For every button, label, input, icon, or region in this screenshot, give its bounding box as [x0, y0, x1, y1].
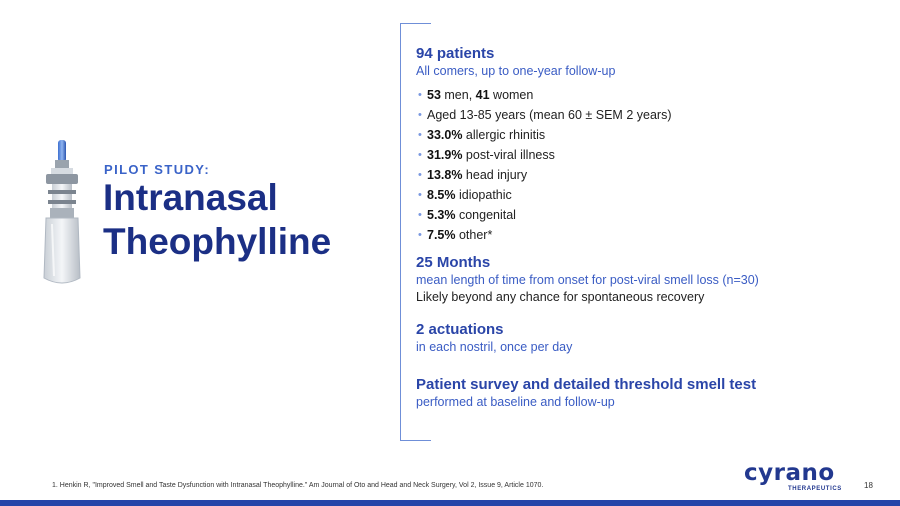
months-subheading: mean length of time from onset for post-viral smell loss (n=30)	[416, 273, 759, 287]
bullet-icon: •	[418, 129, 422, 141]
patients-section	[416, 44, 886, 245]
details-column	[416, 44, 886, 410]
logo-wordmark: cyrano	[744, 460, 835, 486]
cyrano-logo	[744, 460, 842, 494]
actuations-subheading: in each nostril, once per day	[416, 340, 573, 354]
list-item: • 7.5% other*	[416, 225, 886, 245]
page-number: 18	[864, 481, 873, 490]
title-line-1: Intranasal	[103, 177, 278, 218]
bullet-icon: •	[418, 229, 422, 241]
bullet-icon: •	[418, 149, 422, 161]
actuations-section	[416, 320, 886, 355]
patients-heading: 94 patients	[416, 45, 495, 62]
patient-breakdown-list	[416, 85, 886, 245]
list-item: • 33.0% allergic rhinitis	[416, 125, 886, 145]
bottom-accent-bar	[0, 500, 900, 506]
bullet-icon: •	[418, 209, 422, 221]
list-item: • 13.8% head injury	[416, 165, 886, 185]
pilot-study-kicker: PILOT STUDY:	[104, 162, 211, 177]
list-item: • 53 men, 41 women	[416, 85, 886, 105]
nasal-spray-device-image	[40, 138, 84, 288]
months-heading: 25 Months	[416, 254, 491, 271]
patients-subheading: All comers, up to one-year follow-up	[416, 64, 616, 78]
citation-footnote: 1. Henkin R, "Improved Smell and Taste Dysfunction with Intranasal Theophylline." Am Journal of Oto and Head and Neck Surgery, Vol 2, Issue 9, Article 1070.	[52, 482, 544, 489]
actuations-heading: 2 actuations	[416, 321, 504, 338]
bullet-icon: •	[418, 89, 422, 101]
list-item: • Aged 13-85 years (mean 60 ± SEM 2 years)	[416, 105, 886, 125]
survey-heading: Patient survey and detailed threshold smell test	[416, 376, 757, 393]
survey-section	[416, 375, 886, 410]
bullet-icon: •	[418, 169, 422, 181]
list-item: • 31.9% post-viral illness	[416, 145, 886, 165]
bullet-icon: •	[418, 189, 422, 201]
list-item: • 8.5% idiopathic	[416, 185, 886, 205]
logo-tagline: THERAPEUTICS	[788, 486, 842, 492]
bullet-icon: •	[418, 109, 422, 121]
title-line-2: Theophylline	[103, 221, 332, 262]
months-note: Likely beyond any chance for spontaneous recovery	[416, 290, 705, 304]
survey-subheading: performed at baseline and follow-up	[416, 395, 615, 409]
list-item: • 5.3% congenital	[416, 205, 886, 225]
months-section	[416, 253, 886, 306]
slide-title	[103, 176, 331, 264]
